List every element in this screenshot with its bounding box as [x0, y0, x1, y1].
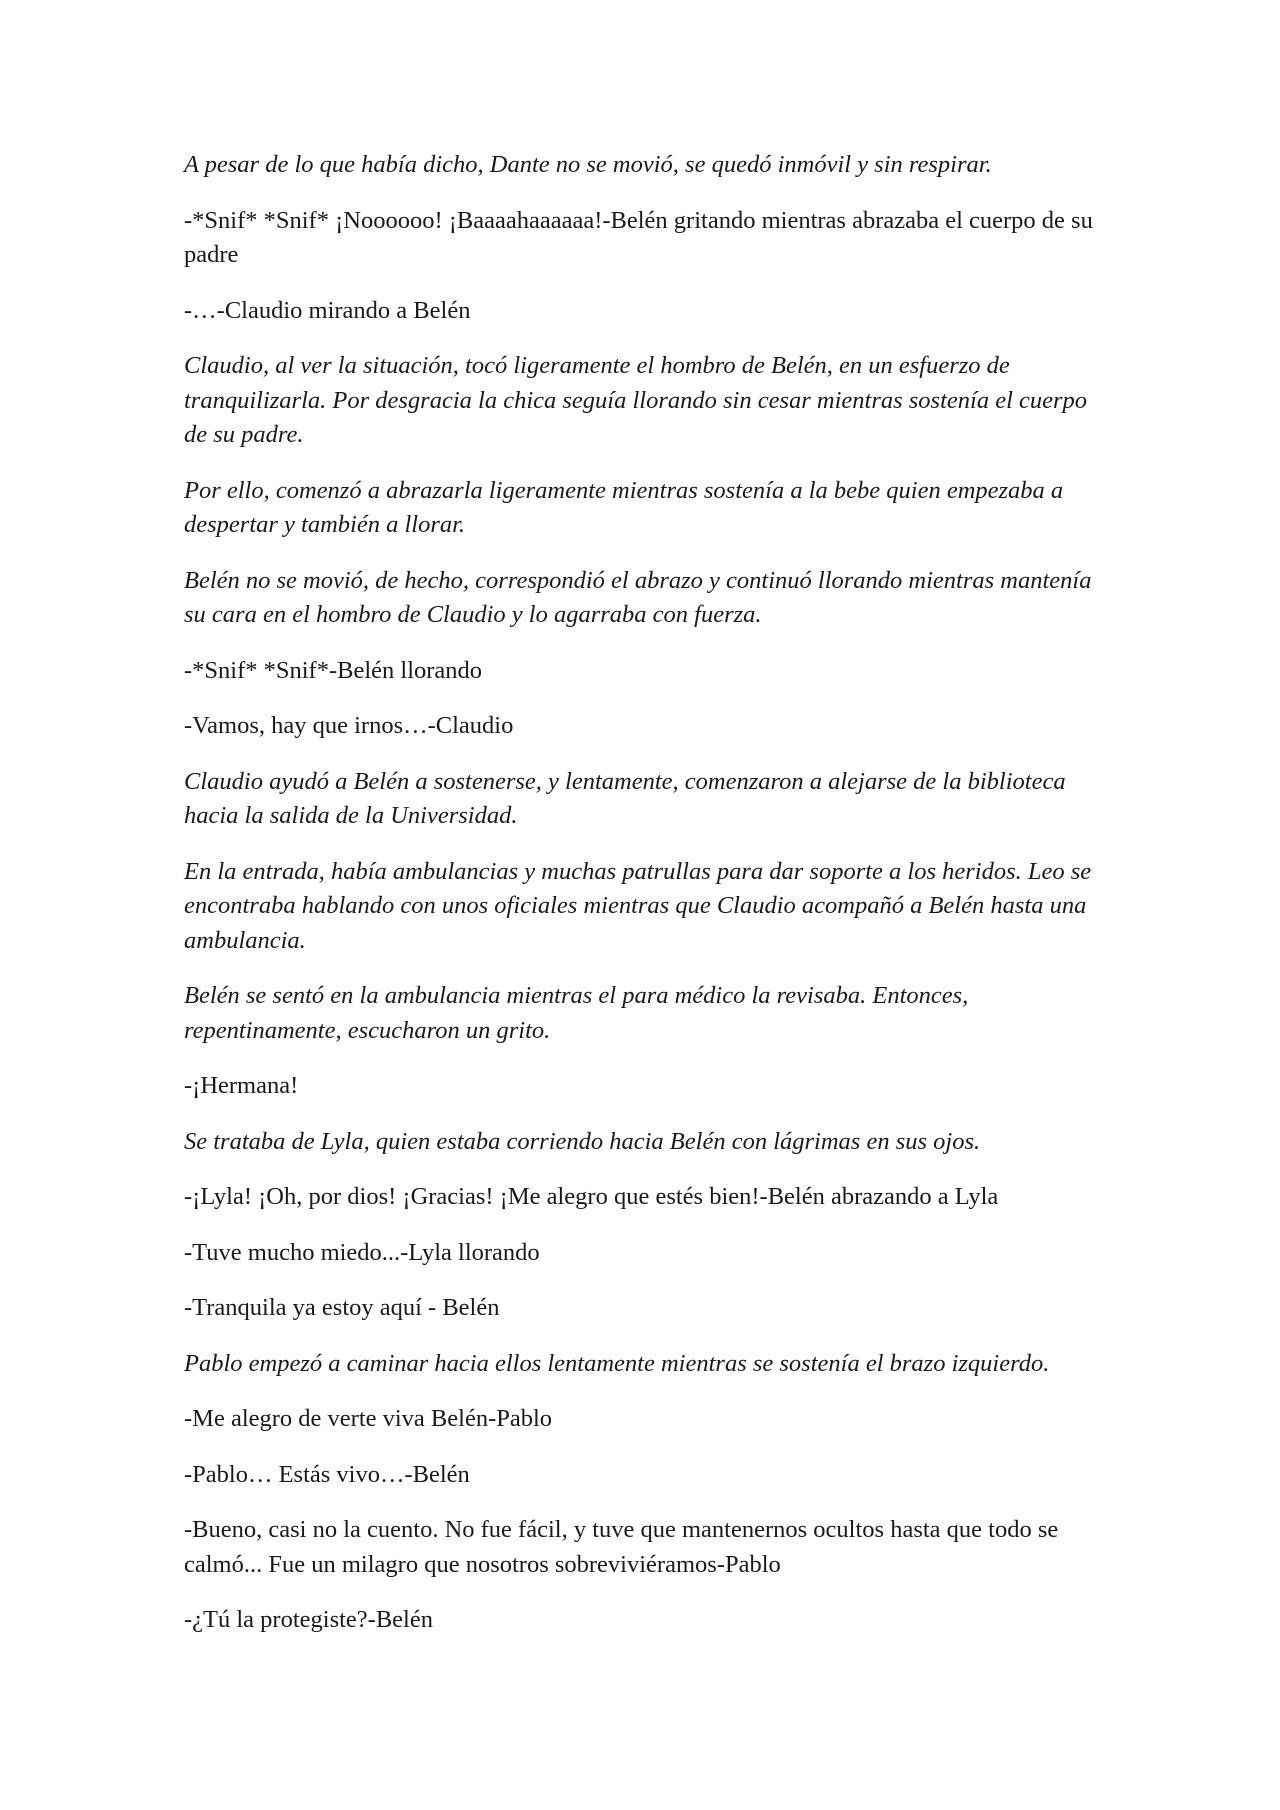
paragraph-narration: Por ello, comenzó a abrazarla ligeramente mientras sostenía a la bebe quien empezaba a despertar y también a llorar. — [184, 476, 1064, 538]
paragraph-narration: En la entrada, había ambulancias y muchas patrullas para dar soporte a los heridos. Leo se encontraba hablando con unos oficiales mientras que Claudio acompañó a Belén hasta una ambulancia. — [184, 857, 1092, 954]
paragraph-narration: Claudio ayudó a Belén a sostenerse, y lentamente, comenzaron a alejarse de la biblioteca hacia la salida de la Universidad. — [184, 767, 1066, 829]
paragraph-narration: Belén no se movió, de hecho, correspondió el abrazo y continuó llorando mientras mantenía su cara en el hombro de Claudio y lo agarraba con fuerza. — [184, 566, 1092, 628]
paragraph-dialogue: -…-Claudio mirando a Belén — [184, 296, 471, 324]
paragraph-narration: Pablo empezó a caminar hacia ellos lentamente mientras se sostenía el brazo izquierdo. — [184, 1349, 1050, 1377]
paragraph-dialogue: -Bueno, casi no la cuento. No fue fácil, y tuve que mantenernos ocultos hasta que todo se calmó... Fue un milagro que nosotros sobreviviéramos-Pablo — [184, 1516, 1059, 1578]
paragraph-narration: Belén se sentó en la ambulancia mientras el para médico la revisaba. Entonces, repentinamente, escucharon un grito. — [184, 982, 969, 1044]
paragraph-dialogue: -¡Lyla! ¡Oh, por dios! ¡Gracias! ¡Me alegro que estés bien!-Belén abrazando a Lyla — [184, 1183, 999, 1210]
document-body — [184, 148, 1104, 1659]
paragraph-dialogue: -¡Hermana! — [184, 1072, 299, 1099]
paragraph-dialogue: -¿Tú la protegiste?-Belén — [184, 1606, 433, 1633]
paragraph-dialogue: -*Snif* *Snif*-Belén llorando — [184, 656, 483, 684]
paragraph-narration: Se trataba de Lyla, quien estaba corriendo hacia Belén con lágrimas en sus ojos. — [184, 1127, 981, 1155]
paragraph-dialogue: -*Snif* *Snif* ¡Noooooo! ¡Baaaahaaaaaa!-Belén gritando mientras abrazaba el cuerpo de su padre — [184, 206, 1093, 268]
paragraph-dialogue: -Pablo… Estás vivo…-Belén — [184, 1460, 470, 1488]
paragraph-narration: A pesar de lo que había dicho, Dante no se movió, se quedó inmóvil y sin respirar. — [184, 151, 992, 178]
paragraph-dialogue: -Vamos, hay que irnos…-Claudio — [184, 712, 514, 739]
paragraph-dialogue: -Tranquila ya estoy aquí - Belén — [184, 1294, 500, 1321]
paragraph-dialogue: -Me alegro de verte viva Belén-Pablo — [184, 1405, 553, 1432]
paragraph-narration: Claudio, al ver la situación, tocó ligeramente el hombro de Belén, en un esfuerzo de tranquilizarla. Por desgracia la chica seguía llorando sin cesar mientras sostenía el cuerpo de su padre. — [184, 352, 1088, 448]
paragraph-dialogue: -Tuve mucho miedo...-Lyla llorando — [184, 1238, 540, 1266]
